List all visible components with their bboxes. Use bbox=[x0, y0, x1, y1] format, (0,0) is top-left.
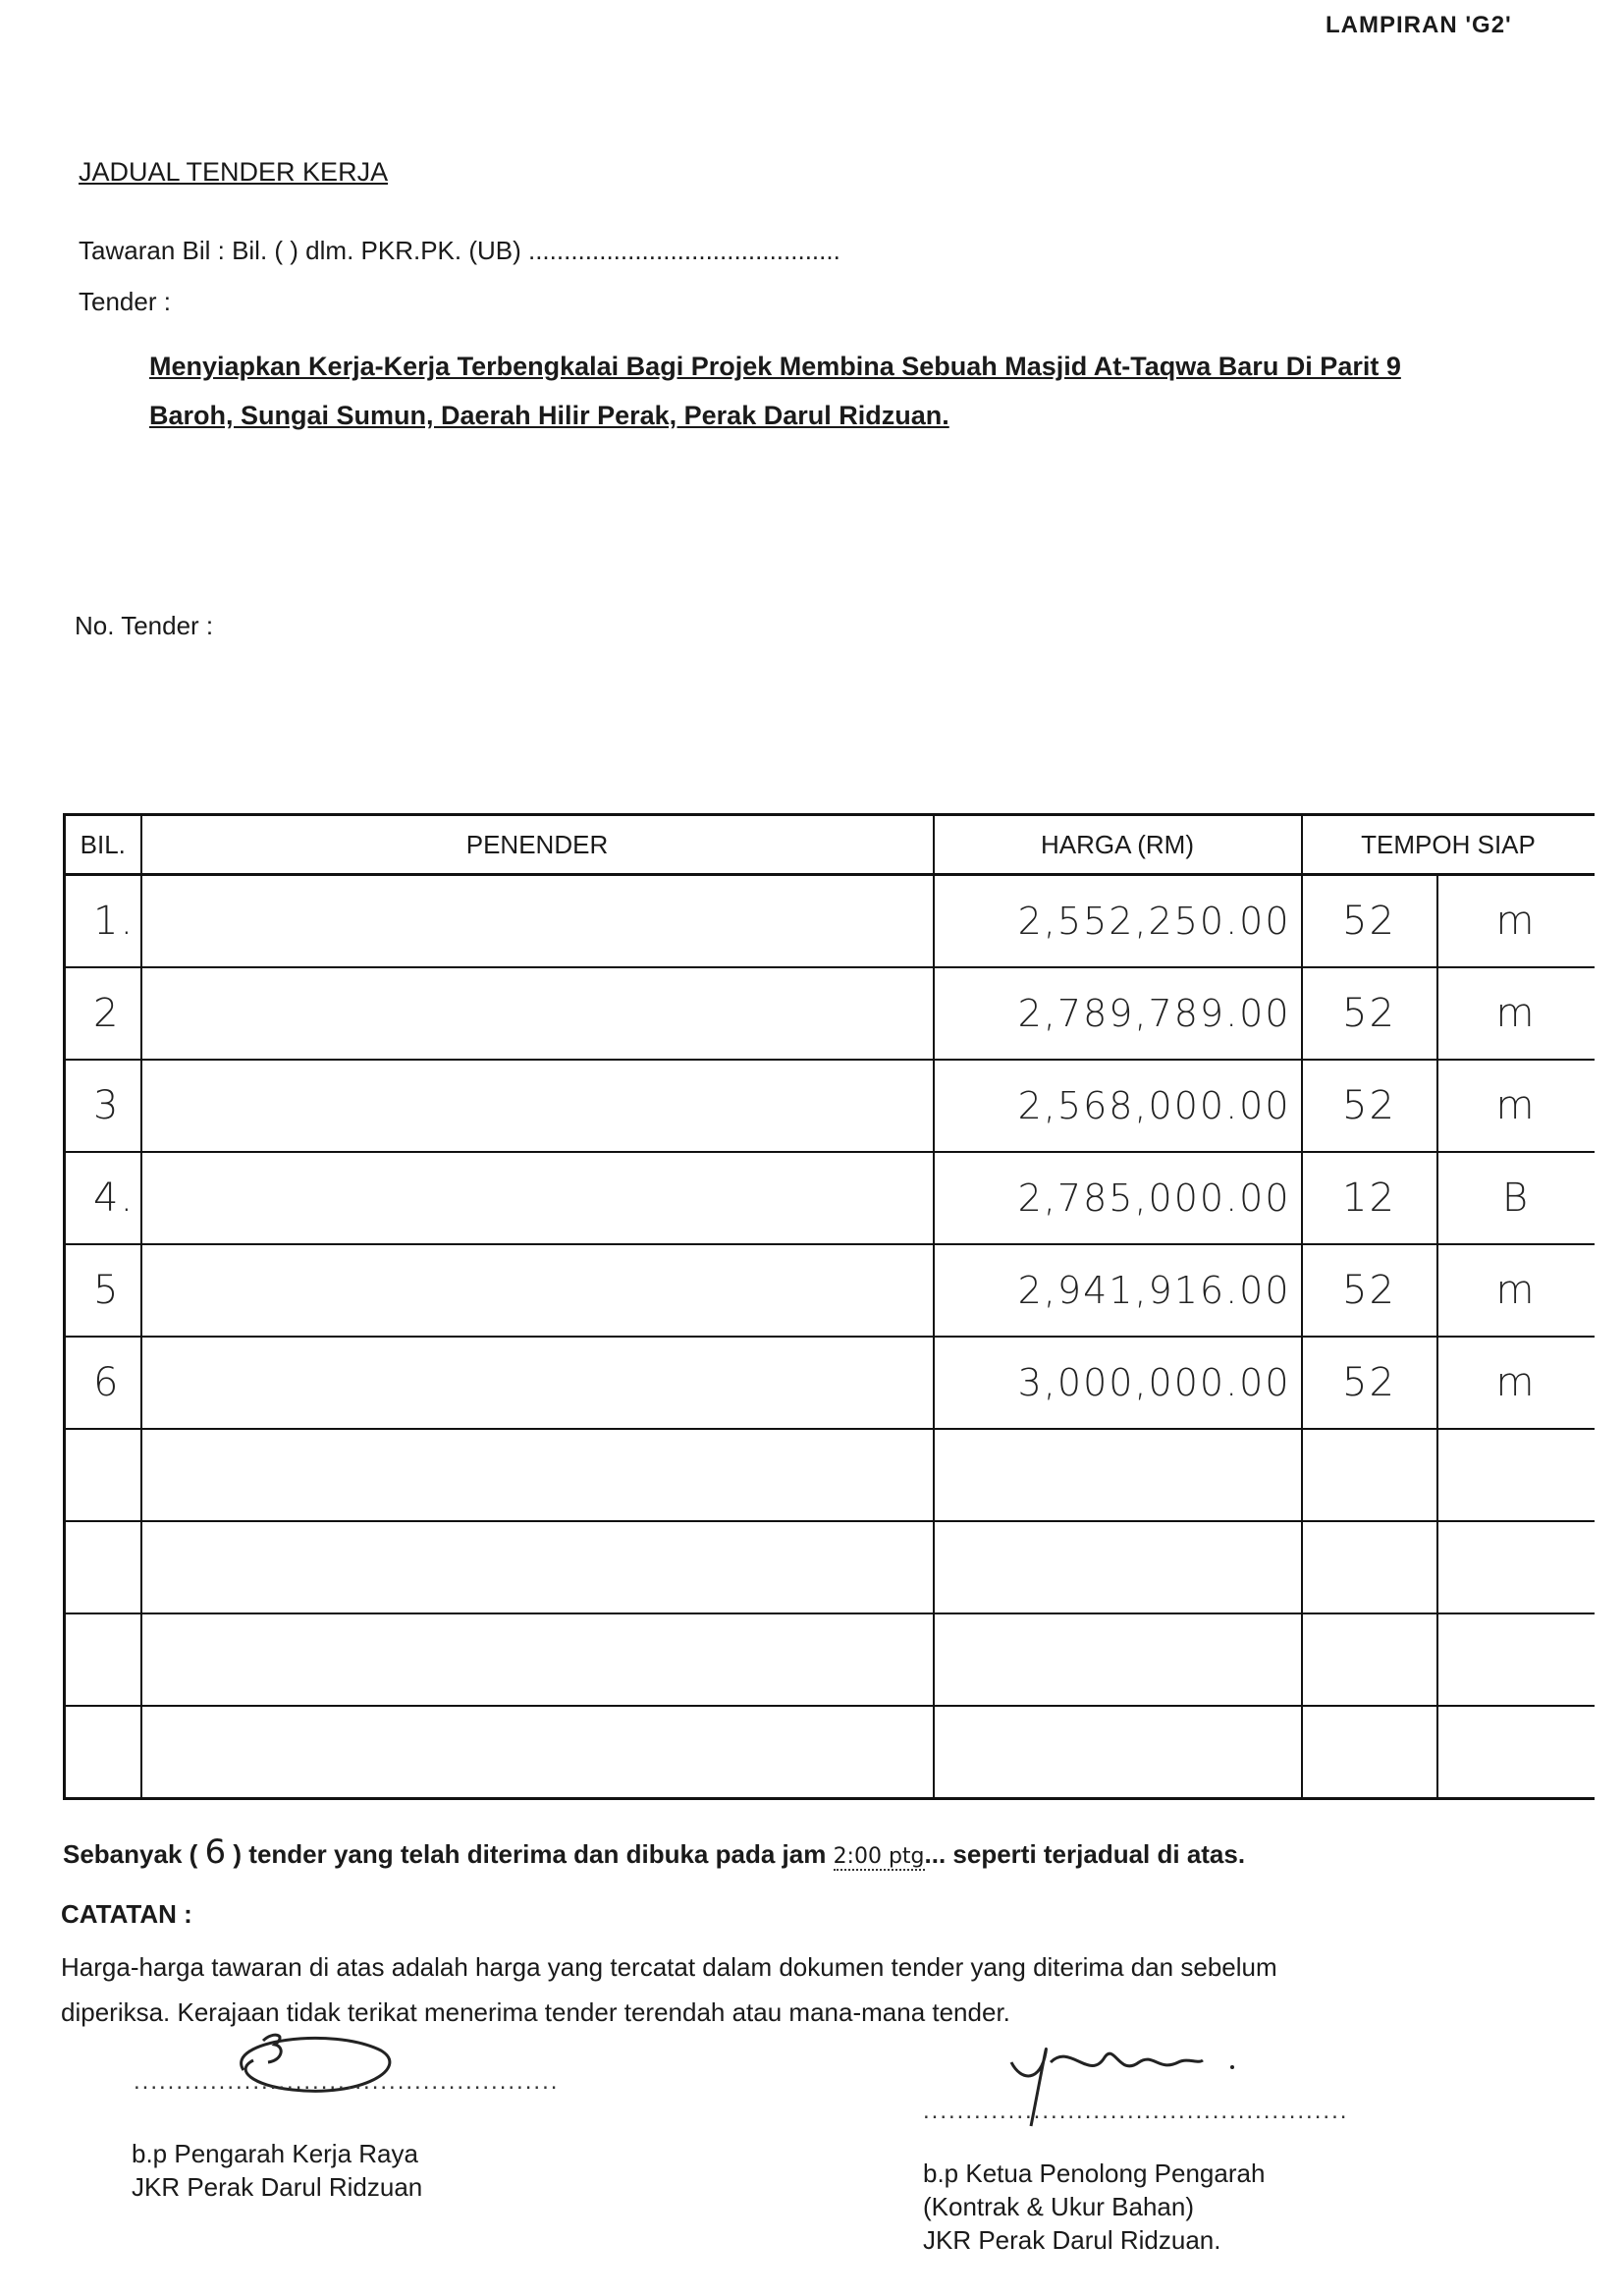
cell-tempoh bbox=[1302, 1613, 1437, 1706]
cell-bil bbox=[65, 1429, 141, 1521]
cell-penender bbox=[141, 1244, 934, 1337]
header-bil: BIL. bbox=[65, 815, 141, 875]
cell-harga: 3,000,000.00 bbox=[934, 1337, 1302, 1429]
table-row bbox=[65, 1337, 1595, 1429]
cell-penender bbox=[141, 1060, 934, 1152]
cell-penender bbox=[141, 1613, 934, 1706]
catatan-text: Harga-harga tawaran di atas adalah harga yang tercatat dalam dokumen tender yang diterima dan sebelum diperiksa. Kerajaan tidak terikat menerima tender terendah atau mana-mana tender. bbox=[61, 1952, 1277, 2027]
table-row bbox=[65, 1613, 1595, 1706]
table-row bbox=[65, 1429, 1595, 1521]
cell-harga: 2,568,000.00 bbox=[934, 1060, 1302, 1152]
cell-bil: 3 bbox=[65, 1060, 141, 1152]
table-row bbox=[65, 1706, 1595, 1799]
cell-harga bbox=[934, 1521, 1302, 1613]
table-row bbox=[65, 1521, 1595, 1613]
cell-tempoh: 52 bbox=[1302, 967, 1437, 1060]
signature-right-dots: .................................................. bbox=[923, 2098, 1349, 2124]
document-title: JADUAL TENDER KERJA bbox=[79, 157, 389, 187]
signatory-right-line1: b.p Ketua Penolong Pengarah bbox=[923, 2159, 1266, 2188]
table-row bbox=[65, 1152, 1595, 1244]
catatan-heading: CATATAN : bbox=[61, 1899, 192, 1929]
cell-tempoh bbox=[1302, 1521, 1437, 1613]
cell-unit: m bbox=[1437, 1244, 1595, 1337]
cell-unit: m bbox=[1437, 1337, 1595, 1429]
cell-unit bbox=[1437, 1521, 1595, 1613]
table-row bbox=[65, 967, 1595, 1060]
table-row bbox=[65, 1060, 1595, 1152]
cell-harga bbox=[934, 1613, 1302, 1706]
cell-harga: 2,789,789.00 bbox=[934, 967, 1302, 1060]
tender-count: 6 bbox=[204, 1832, 227, 1872]
signature-left-dots: .................................................. bbox=[134, 2068, 560, 2095]
header-penender: PENENDER bbox=[141, 815, 934, 875]
tender-table bbox=[63, 813, 1595, 1800]
cell-tempoh: 52 bbox=[1302, 1337, 1437, 1429]
signatory-right-line2: (Kontrak & Ukur Bahan) bbox=[923, 2192, 1195, 2221]
cell-unit: m bbox=[1437, 875, 1595, 968]
cell-harga bbox=[934, 1706, 1302, 1799]
cell-bil: 5 bbox=[65, 1244, 141, 1337]
cell-penender bbox=[141, 1152, 934, 1244]
header-tempoh: TEMPOH SIAP bbox=[1302, 815, 1595, 875]
sebanyak-pre: Sebanyak ( bbox=[63, 1839, 198, 1869]
sebanyak-line bbox=[63, 1832, 1245, 1872]
cell-unit bbox=[1437, 1429, 1595, 1521]
lampiran-label: LAMPIRAN 'G2' bbox=[1326, 12, 1512, 38]
table-row bbox=[65, 1244, 1595, 1337]
cell-tempoh: 52 bbox=[1302, 1244, 1437, 1337]
cell-tempoh: 52 bbox=[1302, 1060, 1437, 1152]
cell-harga bbox=[934, 1429, 1302, 1521]
cell-unit: m bbox=[1437, 1060, 1595, 1152]
tawaran-line: Tawaran Bil : Bil. ( ) dlm. PKR.PK. (UB) ............................................ bbox=[79, 236, 840, 265]
cell-penender bbox=[141, 875, 934, 968]
cell-bil bbox=[65, 1613, 141, 1706]
table-row bbox=[65, 875, 1595, 968]
header-harga: HARGA (RM) bbox=[934, 815, 1302, 875]
cell-unit: m bbox=[1437, 967, 1595, 1060]
signatory-right bbox=[923, 2157, 1265, 2257]
cell-tempoh: 52 bbox=[1302, 875, 1437, 968]
cell-bil bbox=[65, 1521, 141, 1613]
sebanyak-mid: ) tender yang telah diterima dan dibuka pada jam bbox=[233, 1839, 827, 1869]
signatory-right-line3: JKR Perak Darul Ridzuan. bbox=[923, 2225, 1221, 2255]
table-header-row bbox=[65, 815, 1595, 875]
cell-unit bbox=[1437, 1706, 1595, 1799]
tender-label: Tender : bbox=[79, 287, 171, 316]
cell-harga: 2,552,250.00 bbox=[934, 875, 1302, 968]
cell-unit bbox=[1437, 1613, 1595, 1706]
cell-penender bbox=[141, 1429, 934, 1521]
cell-penender bbox=[141, 1521, 934, 1613]
project-title: Menyiapkan Kerja-Kerja Terbengkalai Bagi Projek Membina Sebuah Masjid At-Taqwa Baru Di Parit 9 Baroh, Sungai Sumun, Daerah Hilir Perak, Perak Darul Ridzuan. bbox=[149, 352, 1401, 430]
no-tender-label: No. Tender : bbox=[75, 611, 214, 640]
cell-bil: 4. bbox=[65, 1152, 141, 1244]
table-body bbox=[65, 875, 1595, 1799]
signatory-left bbox=[132, 2137, 422, 2204]
cell-bil: 1. bbox=[65, 875, 141, 968]
signatory-left-line1: b.p Pengarah Kerja Raya bbox=[132, 2139, 418, 2168]
cell-tempoh: 12 bbox=[1302, 1152, 1437, 1244]
cell-bil bbox=[65, 1706, 141, 1799]
cell-penender bbox=[141, 1337, 934, 1429]
cell-unit: B bbox=[1437, 1152, 1595, 1244]
cell-penender bbox=[141, 967, 934, 1060]
cell-harga: 2,785,000.00 bbox=[934, 1152, 1302, 1244]
cell-harga: 2,941,916.00 bbox=[934, 1244, 1302, 1337]
cell-bil: 2 bbox=[65, 967, 141, 1060]
cell-penender bbox=[141, 1706, 934, 1799]
signatory-left-line2: JKR Perak Darul Ridzuan bbox=[132, 2172, 423, 2202]
opening-time: 2:00 ptg bbox=[833, 1844, 925, 1869]
cell-tempoh bbox=[1302, 1429, 1437, 1521]
cell-bil: 6 bbox=[65, 1337, 141, 1429]
sebanyak-post: ... seperti terjadual di atas. bbox=[924, 1839, 1246, 1869]
cell-tempoh bbox=[1302, 1706, 1437, 1799]
